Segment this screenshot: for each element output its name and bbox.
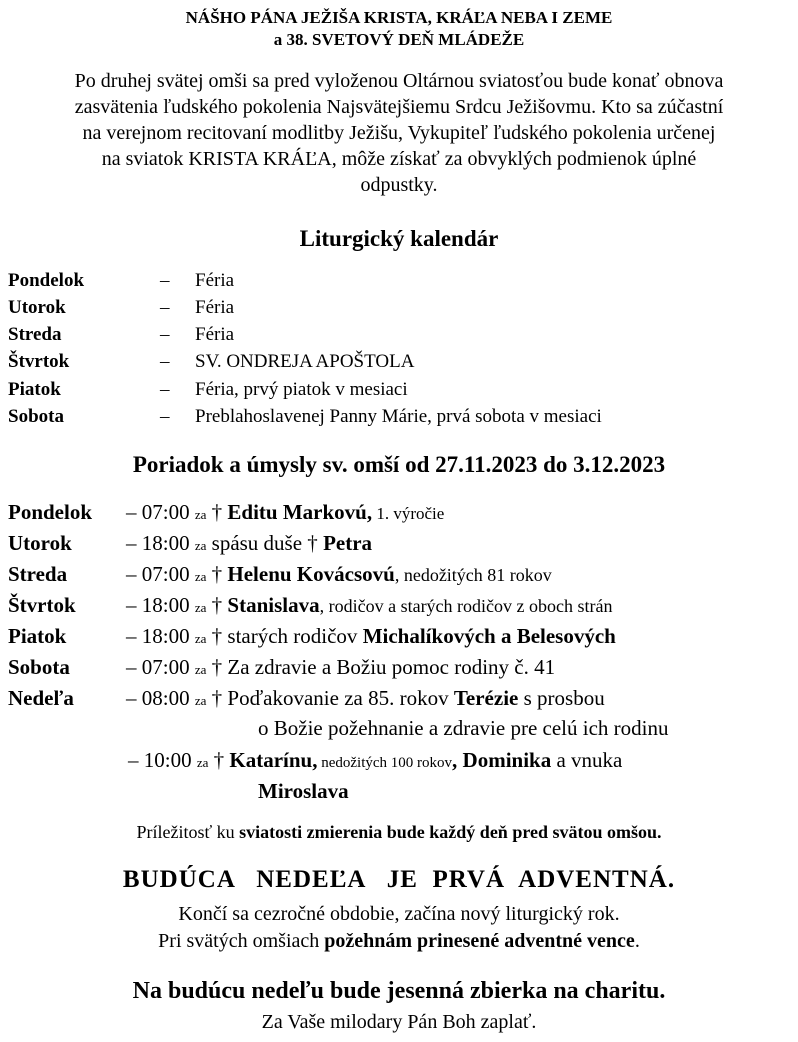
- calendar-day: Streda: [8, 324, 62, 345]
- mass-intent-pre: †: [211, 593, 228, 617]
- calendar-dash: –: [160, 324, 170, 345]
- mass-intent-pre: †: [211, 562, 228, 586]
- mass-intent-pre: †: [211, 500, 228, 524]
- mass-intent-name: Michalíkových a Belesových: [362, 624, 616, 648]
- advent-line-2-text: Pri svätých omšiach: [158, 930, 325, 952]
- mass-entry: [126, 624, 616, 649]
- calendar-dash: –: [160, 351, 170, 372]
- intro-line-1: Po druhej svätej omši sa pred vyloženou Oltárnou sviatosťou bude konať obnova: [74, 70, 724, 92]
- mass-time: – 18:00: [126, 624, 190, 648]
- mass-time: – 08:00: [126, 686, 190, 710]
- mass-time: – 07:00: [126, 500, 190, 524]
- advent-line-2-end: .: [634, 930, 640, 952]
- mass-intent-post: a vnuka: [551, 748, 623, 772]
- mass-intent-name: Editu Markovú,: [227, 500, 373, 524]
- header-line-2: a 38. SVETOVÝ DEŇ MLÁDEŽE: [273, 30, 525, 49]
- mass-entry: [128, 748, 622, 773]
- mass-time: – 10:00: [128, 748, 192, 772]
- header-line-1: NÁŠHO PÁNA JEŽIŠA KRISTA, KRÁĽA NEBA I ZEME: [185, 8, 613, 27]
- mass-intent-post: s prosbou: [518, 686, 605, 710]
- mass-intent-name: Petra: [323, 531, 373, 555]
- mass-intent-continuation: o Božie požehnanie a zdravie pre celú ich rodinu: [258, 716, 669, 740]
- calendar-text: Féria, prvý piatok v mesiaci: [195, 379, 408, 400]
- intro-line-4: na sviatok KRISTA KRÁĽA, môže získať za obvyklých podmienok úplné: [101, 148, 697, 170]
- mass-time: – 07:00: [126, 655, 190, 679]
- mass-intent-name: Helenu Kovácsovú: [227, 562, 395, 586]
- mass-intent-post: , rodičov a starých rodičov z oboch strán: [319, 596, 613, 616]
- calendar-dash: –: [160, 406, 170, 427]
- mass-za: za: [194, 693, 207, 708]
- mass-intent-pre: † Za zdravie a Božiu pomoc rodiny č. 41: [211, 655, 556, 679]
- mass-entry: [126, 593, 613, 618]
- calendar-text: Féria: [195, 297, 235, 318]
- mass-entry: [126, 500, 444, 525]
- calendar-text: Féria: [195, 324, 235, 345]
- mass-za: za: [194, 600, 207, 615]
- mass-za: za: [194, 662, 207, 677]
- mass-intent-name-2: , Dominika: [452, 748, 552, 772]
- advent-line-2-bold: požehnám prinesené adventné vence: [324, 930, 635, 952]
- confession-bold: sviatosti zmierenia bude každý deň pred svätou omšou.: [239, 822, 662, 842]
- mass-day: Piatok: [8, 624, 67, 648]
- mass-intent-name: Terézie: [453, 686, 519, 710]
- mass-time: – 18:00: [126, 593, 190, 617]
- mass-za: za: [194, 507, 207, 522]
- advent-line-1: Končí sa cezročné obdobie, začína nový liturgický rok.: [178, 903, 620, 925]
- calendar-text: SV. ONDREJA APOŠTOLA: [195, 351, 415, 372]
- mass-za: za: [194, 569, 207, 584]
- mass-time: – 18:00: [126, 531, 190, 555]
- mass-intent-post: , nedožitých 81 rokov: [394, 565, 552, 585]
- calendar-day: Sobota: [8, 406, 64, 427]
- calendar-dash: –: [160, 379, 170, 400]
- mass-intent-pre: † starých rodičov: [211, 624, 363, 648]
- mass-intent-continuation: Miroslava: [258, 779, 349, 803]
- calendar-title: Liturgický kalendár: [299, 226, 499, 251]
- mass-entry: [126, 531, 372, 556]
- calendar-day: Štvrtok: [8, 351, 70, 372]
- mass-intent-pre: spásu duše †: [211, 531, 324, 555]
- mass-za: za: [196, 755, 209, 770]
- mass-day: Štvrtok: [8, 593, 76, 617]
- advent-line-2: [0, 930, 798, 953]
- mass-entry: [126, 655, 555, 680]
- advent-title: BUDÚCA NEDEĽA JE PRVÁ ADVENTNÁ.: [122, 866, 676, 893]
- confession-text: Príležitosť ku: [136, 822, 240, 842]
- charity-thanks: Za Vaše milodary Pán Boh zaplať.: [261, 1011, 537, 1033]
- mass-day: Nedeľa: [8, 686, 74, 710]
- calendar-dash: –: [160, 297, 170, 318]
- masses-title: Poriadok a úmysly sv. omší od 27.11.2023 do 3.12.2023: [132, 452, 666, 477]
- calendar-dash: –: [160, 270, 170, 291]
- calendar-day: Utorok: [8, 297, 66, 318]
- mass-entry: [126, 562, 552, 587]
- calendar-text: Féria: [195, 270, 235, 291]
- confession-note: [0, 822, 798, 843]
- mass-intent-name: Katarínu,: [229, 748, 318, 772]
- calendar-text: Preblahoslavenej Panny Márie, prvá sobota v mesiaci: [195, 406, 602, 427]
- mass-intent-pre: †: [213, 748, 230, 772]
- intro-line-3: na verejnom recitovaní modlitby Ježišu, Vykupiteľ ľudského pokolenia určenej: [82, 122, 716, 144]
- mass-za: za: [194, 538, 207, 553]
- mass-entry: [126, 686, 605, 711]
- charity-title: Na budúcu nedeľu bude jesenná zbierka na charitu.: [132, 978, 666, 1004]
- mass-day: Streda: [8, 562, 68, 586]
- intro-line-5: odpustky.: [360, 174, 438, 196]
- intro-line-2: zasvätenia ľudského pokolenia Najsvätejšiemu Srdcu Ježišovmu. Kto sa zúčastní: [74, 96, 724, 118]
- mass-day: Utorok: [8, 531, 72, 555]
- mass-intent-name: Stanislava: [227, 593, 320, 617]
- mass-intent-pre: † Poďakovanie za 85. rokov: [211, 686, 454, 710]
- mass-intent-note: nedožitých 100 rokov: [317, 755, 453, 771]
- mass-intent-post: 1. výročie: [372, 504, 445, 523]
- calendar-day: Pondelok: [8, 270, 85, 291]
- mass-time: – 07:00: [126, 562, 190, 586]
- calendar-day: Piatok: [8, 379, 61, 400]
- mass-za: za: [194, 631, 207, 646]
- mass-day: Pondelok: [8, 500, 93, 524]
- mass-day: Sobota: [8, 655, 70, 679]
